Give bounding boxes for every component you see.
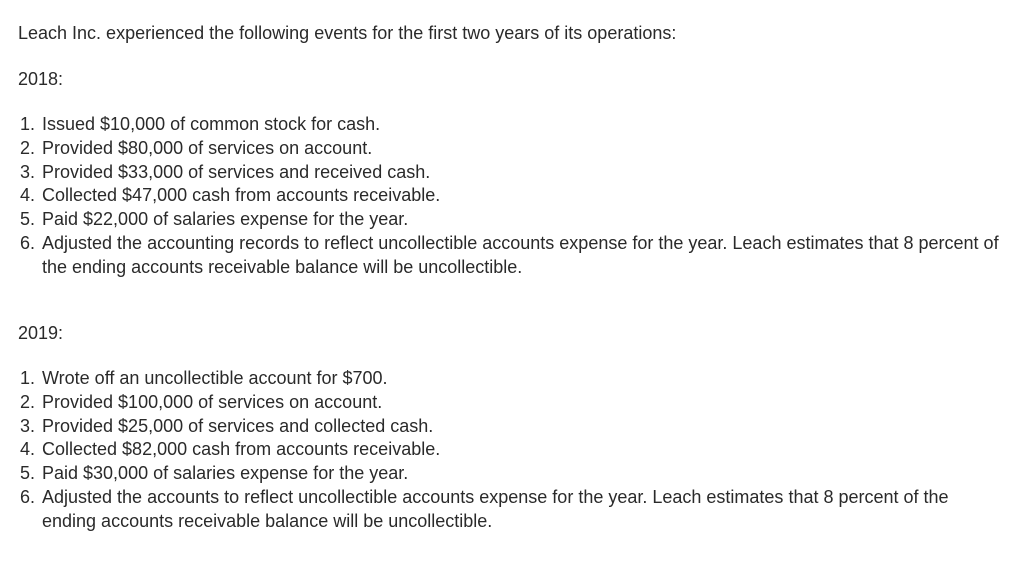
event-text: Provided $25,000 of services and collected cash. <box>42 415 434 436</box>
event-number: 6. <box>20 232 36 253</box>
event-text: Provided $80,000 of services on account. <box>42 137 373 158</box>
events-list-2019 <box>20 367 1000 534</box>
event-item <box>20 137 1000 161</box>
event-item <box>20 486 1000 534</box>
event-number: 3. <box>20 161 36 182</box>
event-number: 5. <box>20 463 36 484</box>
event-item <box>20 208 1000 232</box>
event-item <box>20 232 1000 280</box>
event-item <box>20 462 1000 486</box>
event-text: Adjusted the accounting records to reflect uncollectible accounts expense for the year. Leach estimates that 8 percent of the ending accounts receivable balance will be uncollectible. <box>42 232 999 277</box>
event-number: 1. <box>20 368 36 388</box>
event-text: Collected $82,000 cash from accounts receivable. <box>42 439 441 460</box>
event-text: Collected $47,000 cash from accounts receivable. <box>42 185 441 206</box>
event-item <box>20 367 1000 391</box>
event-number: 5. <box>20 209 36 230</box>
event-item <box>20 438 1000 462</box>
event-number: 2. <box>20 137 36 158</box>
events-list-2018 <box>20 113 1000 280</box>
event-text: Provided $100,000 of services on account. <box>42 391 383 412</box>
event-item <box>20 161 1000 185</box>
intro-text: Leach Inc. experienced the following events for the first two years of its operations: <box>18 23 677 43</box>
event-item <box>20 415 1000 439</box>
event-text: Adjusted the accounts to reflect uncollectible accounts expense for the year. Leach estimates that 8 percent of the ending accounts receivable balance will be uncollectible. <box>42 486 949 531</box>
year-heading-2019: 2019: <box>18 323 64 343</box>
event-text: Paid $30,000 of salaries expense for the year. <box>42 463 409 484</box>
event-text: Wrote off an uncollectible account for $700. <box>42 368 388 388</box>
event-number: 4. <box>20 185 36 206</box>
event-number: 3. <box>20 415 36 436</box>
event-item <box>20 184 1000 208</box>
event-text: Paid $22,000 of salaries expense for the year. <box>42 209 409 230</box>
event-number: 2. <box>20 391 36 412</box>
event-number: 4. <box>20 439 36 460</box>
event-item <box>20 113 1000 137</box>
event-text: Provided $33,000 of services and received cash. <box>42 161 431 182</box>
event-item <box>20 391 1000 415</box>
year-heading-2018: 2018: <box>18 69 64 89</box>
event-number: 6. <box>20 486 36 507</box>
event-number: 1. <box>20 114 36 134</box>
event-text: Issued $10,000 of common stock for cash. <box>42 114 381 134</box>
